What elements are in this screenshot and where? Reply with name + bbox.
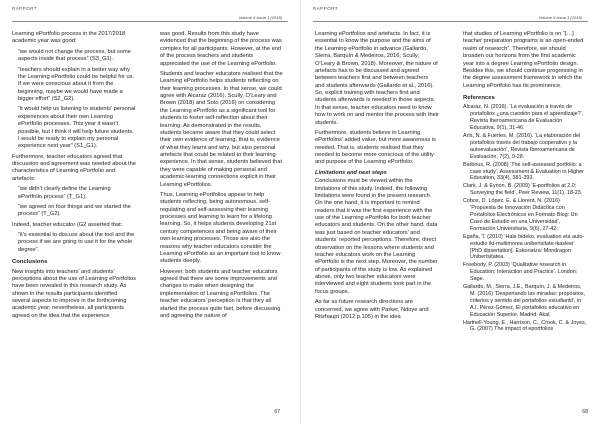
body-paragraph: Learning ePortfolios and artefacts. In fact, it is essential to know the purpose and the aims of the Learning ePortfolio in advance (Gallardo, Sierra, Barquín & Medeiros, 2016; Scully, O’Leary & Brown, 2018). Moreover, the nature of artefacts has to be discussed and agreed between teachers first and between teachers and students afterwards (Gallardo et al., 2016). So, explicit training with teachers first and students afterwards is needed in those aspects. In that sense, teacher educators need to know how to work on and mentor the process with their students. bbox=[315, 31, 439, 126]
reference-entry: Hartnell-Young, E., Harrison, C., Crook, C. & Joyes, G. (2007) The impact of eportfolios bbox=[463, 319, 587, 333]
quote-paragraph: “we would not change the process, but some aspects inside that process” (S3_G1). bbox=[18, 48, 131, 63]
body-paragraph: However, both students and teacher educators agreed that there are some improvements and changes to make when designing the implementation of Learning ePortfolios. The teacher educators’ perception is that they all started the process quite fast, before discussing and agreeing the nature of bbox=[160, 268, 281, 319]
page-number: 68 bbox=[582, 409, 588, 415]
volume-issue: Volume 6 Issue 1 (2018) bbox=[538, 15, 582, 20]
reference-entry: Cobos, D. López, E. & Llorent, N. (2016) ‘Propuesta de Innovación Didáctica con Portafolios Electrónicos en Formato Blog: Un Caso de Estudio en una Universidad’, Formación Universitaria, 9(6), 27-42. bbox=[463, 198, 578, 232]
quote-paragraph: “we agreed on four things and we started the process” (T_G2). bbox=[18, 203, 131, 218]
reference-entry: Clark, J. & Eynon, B. (2009) ‘E-portfolios at 2.0: Surveying the field’, Peer Review, 11(1), 18-23. bbox=[463, 183, 583, 197]
body-paragraph: Furthermore, teacher educators agreed that discussion and agreement was needed about the characteristics of Learning ePortfolio and artefacts: bbox=[12, 153, 136, 182]
body-paragraph: Learning ePortfolio process in the 2017/2018 academic year was good: bbox=[12, 31, 126, 45]
quote-paragraph: “it would help us listening to students’ personal experiences about their own Learning ePortfolio processes. This year it wasn’t possible, but I think it will help future students. I would be ready to explain my personal experience next year” (S1_G1). bbox=[18, 106, 136, 150]
quote-paragraph: “we didn’t clearly define the Learning ePortfolio process” (T_G1). bbox=[18, 186, 111, 200]
body-paragraph: was good. Results from this study have evidenced that the beginning of the process was complex for all participants. However, at the end of the process teachers and students appreciated the use of the Learning ePortfolio. bbox=[160, 31, 282, 67]
text-column-1 bbox=[315, 31, 439, 324]
body-paragraph: Thus, Learning ePortfolios appear to help students reflecting, being autonomous, self-regulating and self-assessing their learning processes and learning to learn for a lifelong learning. So, it helps students developing 21st century competences and being aware of their own learning processes. Those are also the reasons why teacher educators consider the Learning ePortfolio as an important tool to know students deeply. bbox=[160, 191, 281, 265]
reference-entry: Barbous, R. (2008) ‘The self-assessed portfolio: a case study’, Assessment & Evaluation in Higher Education, 33(4), 381-393. bbox=[463, 161, 584, 182]
body-paragraph: New insights into teachers’ and students’ perceptions about the use of Learning ePortfolios have been revealed in this research study. As shown in the results participants identified several aspects to improve in the forthcoming academic year; nevertheless, all participants agreed on the idea that the experience bbox=[12, 268, 136, 319]
reference-entry: Gallardo, M., Sierra, J.E., Barquín, J. & Medeiros, M. (2016) ‘Despertando las miradas: propósitos, criterios y sentido del portafolios estudiantil’, in A.I. Pérez-Gómez, El portafolios educativo en Educación Superior. Madrid: Akal. bbox=[463, 284, 586, 318]
page-number: 67 bbox=[274, 409, 280, 415]
reference-entry: Alcaraz, N. (2016). ‘La evaluación a través de portafolios ¿una cuestión para el aprendizaje?’, Revista Iberoamericana de Evaluación Educativa, 9(1), 31-46. bbox=[463, 104, 584, 132]
quote-paragraph: “it’s essential to discuss about the tool and the process if we are going to use it for the whole degree”. bbox=[18, 232, 135, 253]
text-column-2 bbox=[160, 31, 284, 323]
subsection-heading: Limitations and next steps bbox=[315, 169, 387, 176]
body-paragraph: Furthermore, students believe in Learning ePortfolios’ added value, but more awareness is needed. That is, students realised that they needed to become more conscious of the utility and purpose of the Learning ePortfolio. bbox=[315, 129, 436, 166]
body-paragraph: As far as future research directions are concerned, we agree with Parker, Ndoye and Ritzhaupt (2012 p.105) in the idea bbox=[315, 299, 429, 320]
running-header: RAPPORT bbox=[313, 6, 338, 11]
body-paragraph: Students and teacher educators realised that the Learning ePortfolio helps students reflecting on their learning processes. In that sense, we could agree with Alcaraz (2016), Scully, O’Leary and Brown (2018) and Soto (2016) on considering the Learning ePortfolio as a significant tool for students to foster self-reflection about their learning. As demonstrated in the results, students became aware that they could select their own evidence of learning, that is, evidence of what they learnt and why, but also personal artefacts that could be related to their learning experience. In that sense, students believed that they were capable of making personal and academic-learning connections explicit in their Learning ePortfolios. bbox=[160, 70, 283, 188]
header-divider bbox=[12, 21, 288, 22]
header-divider bbox=[313, 21, 588, 22]
section-heading: References bbox=[463, 95, 495, 101]
volume-issue: Volume 6 Issue 1 (2018) bbox=[238, 15, 282, 20]
body-paragraph: Indeed, teacher educator (G2 asserted that: bbox=[12, 221, 123, 228]
body-paragraph: Conclusions must be viewed within the limitations of this study. Indeed, the following limitations were found in the present research. On the one hand, it is important to remind readers that it was the first experience with the use of the Learning ePortfolio for both teacher educators and students. On the other hand, data was just based on teacher educators’ and students’ reported perceptions. Therefore, direct observation on the lessons where students and teacher educators work on the Learning ePortfolio is the next step. Moreover, the number of participants of the study is low. As explained above, only two teacher educators were interviewed and eight students took part in the focus groups. bbox=[315, 178, 438, 295]
reference-entry: Freebody, P. (2003) ‘Qualitative research in Education: Interaction and Practice’. London: Sage. bbox=[463, 262, 578, 283]
text-column-1 bbox=[12, 31, 136, 323]
text-column-2 bbox=[463, 31, 587, 334]
running-header: RAPPORT bbox=[12, 6, 37, 11]
body-paragraph: that studies of Learning ePortfolio is on “[…] teacher preparation programs is an open-ended realm of research”. Therefore, we should broaden our horizons from the first academic year into a degree Learning ePortfolio design. Besides this, we should continue progressing in the degree assessment framework in which the Learning ePortfolio has its prominence. bbox=[463, 31, 584, 89]
reference-entry: Arís, N. & Fuertes, M. (2016). ‘La elaboración del portafolios través del trabajo cooperativo y la autoevaluación’, Revista Iberoamericana de Evaluación, 7(2), 9-28. bbox=[463, 133, 581, 160]
page-right bbox=[300, 0, 600, 424]
quote-paragraph: “teachers should explain in a better way why the Learning ePortfolio could be helpful for us. If we were conscious about it from the beginning, maybe we would have made a bigger effort” (S2_G2). bbox=[18, 66, 135, 102]
section-heading: Conclusions bbox=[12, 259, 48, 266]
reference-entry: Egaña, T. (2010) ‘Hala bideko, evaluation eta auto-estudio ikt-multimorea unibertsitate-ikasleei’ [PhD dissertation]. Eskoriatza: Mondragon Unibertsitatea. bbox=[463, 233, 585, 261]
